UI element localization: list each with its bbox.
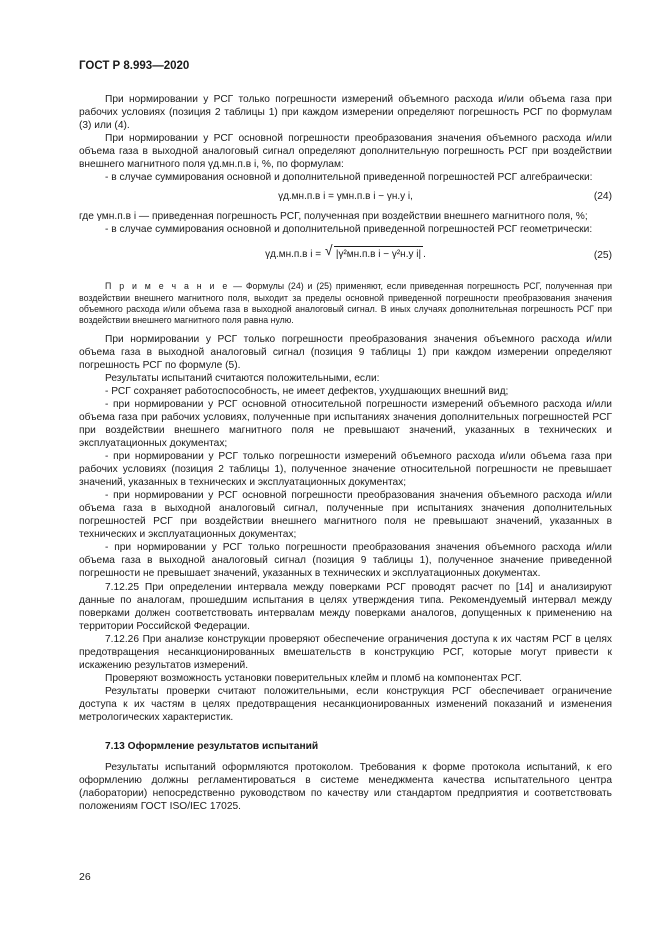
list-item: - в случае суммирования основной и дополнительной приведенной погрешностей РСГ геометрически: [105,224,593,236]
paragraph: Результаты проверки считают положительными, если конструкция РСГ обеспечивает ограничение доступа к их частям в целях предотвращения несанкционированных изменений показаний и изменения метрологических характеристик. [79,685,612,723]
section-heading: 7.13 Оформление результатов испытаний [105,741,319,753]
clause-7-12-26: 7.12.26 При анализе конструкции проверяют обеспечение ограничения доступа к их частям РСГ в целях предотвращения несанкционированных вмешательств в конструкцию РСГ, которые могут привести к искажению результатов измерений. [79,633,612,671]
formula-24-number: (24) [593,191,612,203]
paragraph: При нормировании у РСГ только погрешности измерений объемного расхода и/или объема газа при рабочих условиях (позиция 2 таблицы 1) при каждом измерении определяют погрешность РСГ по формулам (3) или (4). [79,94,612,132]
square-root [334,246,423,261]
list-item: - при нормировании у РСГ только погрешности преобразования значения объемного расхода и/или объема газа в выходной аналоговый сигнал (позиция 9 таблицы 1), полученное значение приведенной погрешности не превышает значений, указанных в технических и эксплуатационных документах. [79,542,612,580]
formula-25 [79,239,612,271]
page-number: 26 [79,871,91,883]
list-item: - РСГ сохраняет работоспособность, не имеет дефектов, ухудшающих внешний вид; [105,385,509,397]
formula-25-number: (25) [593,250,612,262]
list-item: - при нормировании у РСГ основной относительной погрешности измерений объемного расхода и/или объема газа при рабочих условиях, полученные при испытаниях значения дополнительных погрешностей РСГ при воздействии внешнего магнитного поля не превышают значений, указанных в технических и эксплуатационных документах; [79,398,612,449]
formula-25-expression [79,246,612,261]
document-code: ГОСТ Р 8.993—2020 [79,60,190,72]
list-item: - при нормировании у РСГ только погрешности измерений объемного расхода и/или объема газа при рабочих условиях (позиция 2 таблицы 1), полученное значение относительной погрешности не превышает значений, указанных в технических и эксплуатационных документах; [79,451,612,489]
list-item: - при нормировании у РСГ основной погрешности преобразования значения объемного расхода и/или объема газа в выходной аналоговый сигнал, полученные при испытаниях значения дополнительных погрешностей РСГ при воздействии внешнего магнитного поля не превышают значений, указанных в технических и эксплуатационных документах; [79,490,612,541]
list-item: - в случае суммирования основной и дополнительной приведенной погрешностей РСГ алгебраически: [105,172,593,184]
page-body [79,93,612,813]
paragraph: где γмн.п.в i — приведенная погрешность РСГ, полученная при воздействии внешнего магнитного поля, %; [79,211,588,223]
paragraph: Результаты испытаний оформляются протоколом. Требования к форме протокола испытаний, к его оформлению должны регламентироваться в системе менеджмента качества испытательного центра (лаборатории) непосредственно руководством по качеству или стандартом предприятия и соответствовать положениям ГОСТ ISO/IEC 17025. [79,762,612,813]
note-text: — Формулы (24) и (25) применяют, если приведенная погрешность РСГ, полученная при воздействии внешнего магнитного поля, выходит за пределы основной приведенной погрешности преобразования значения объемного расхода и/или объема газа в выходной аналоговый сигнал. В иных случаях дополнительная погрешность РСГ при воздействии внешнего магнитного поля равна нулю. [79,281,612,326]
formula-25-lhs: γд.мн.п.в i = [265,249,322,261]
paragraph: Проверяют возможность установки поверительных клейм и пломб на компонентах РСГ. [105,672,522,684]
formula-24 [79,184,612,210]
formula-25-radicand: |γ²мн.п.в i − γ²н.у i| [335,249,422,261]
note [79,281,612,326]
note-label: П р и м е ч а н и е [105,281,230,292]
paragraph: Результаты испытаний считаются положительными, если: [105,372,380,384]
paragraph: При нормировании у РСГ только погрешности преобразования значения объемного расхода и/или объема газа в выходной аналоговый сигнал (позиция 9 таблицы 1) при каждом измерении определяют погрешность РСГ по формуле (5). [79,333,612,371]
formula-24-expression: γд.мн.п.в i = γмн.п.в i − γн.у i, [278,191,413,203]
clause-7-12-25: 7.12.25 При определении интервала между поверками РСГ проводят расчет по [14] и анализируют данные по аналогам, прошедшим испытания в целях утверждения типа. Рекомендуемый интервал между поверками должен соответствовать интервалам между поверками аналогов, допущенных к применению на территории Российской Федерации. [79,581,612,632]
formula-25-tail: . [423,249,426,261]
paragraph: При нормировании у РСГ основной погрешности преобразования значения объемного расхода и/или объема газа в выходной аналоговый сигнал определяют дополнительную погрешность РСГ при воздействии внешнего магнитного поля γд.мн.п.в i, %, по формулам: [79,133,612,171]
